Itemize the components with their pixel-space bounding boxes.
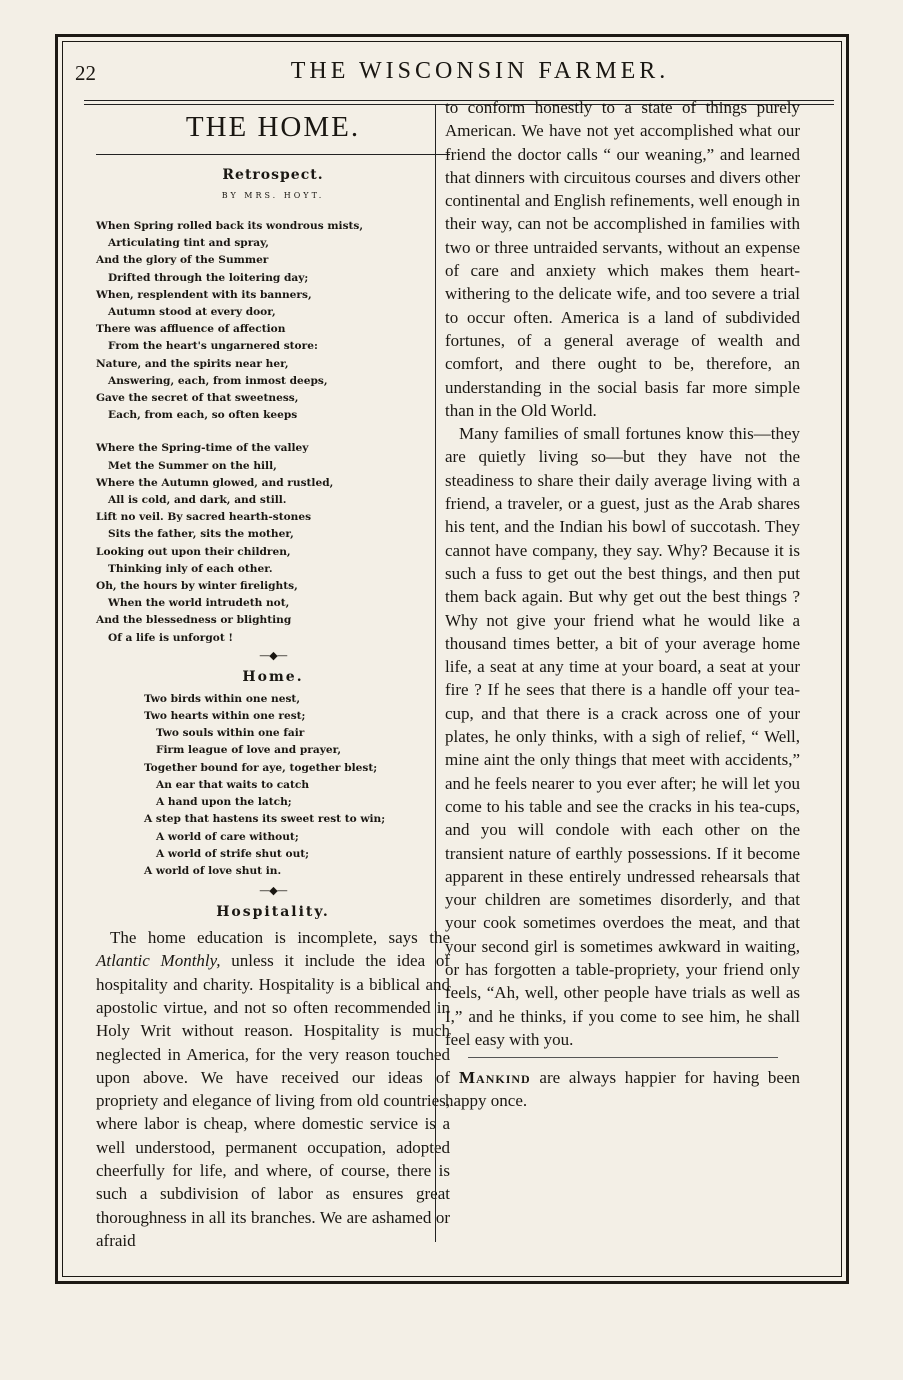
verse-line: A world of love shut in.: [144, 864, 282, 877]
verse-line: And the blessedness or blighting: [96, 614, 292, 627]
verse-line: A step that hastens its sweet rest to win;: [144, 813, 386, 826]
verse-line: When, resplendent with its banners,: [96, 288, 312, 301]
left-column: [96, 108, 450, 1252]
section-separator-ornament: —◆—: [259, 884, 287, 898]
verse-line: Met the Summer on the hill,: [108, 459, 277, 472]
hospitality-paragraph-2: Many families of small fortunes know this—they are quietly living so—but they have not the steadiness to share their daily average living with a friend, a traveler, or a guest, just as the Arab shares his tent, and the Indian his bowl of succotash. They cannot have company, they say. Why? Because it is such a fuss to get out the best things, and then put them back again. But why get out the best things ? Why not give your friend what he would like a thousand times better, a bit of your average home life, a seat at any time at your board, a seat at your fire ? If he sees that there is a handle off your tea-cup, and that there is a crack across one of your plates, he only thinks, with a sigh of relief, “ Well, mine aint the only things that meet with accidents,” and he feels nearer to you ever after; he will let you come to his table and see the cracks in his tea-cups, and you will condole with each other on the transient nature of earthly possessions. If it become apparent in these entirely undressed rehearsals that your children are sometimes disorderly, and that your cook sometimes overdoes the meat, and that your second girl is sometimes awkward in waiting, or has forgotten a table-propriety, your friend only feels, “Ah, well, other people have trials as well as I,” and he thinks, if you come to see him, he shall feel easy with you.: [445, 424, 800, 1049]
verse-line: A hand upon the latch;: [156, 796, 292, 809]
journal-title: THE WISCONSIN FARMER.: [290, 58, 670, 84]
retrospect-stanza-2: [96, 440, 450, 646]
verse-line: Firm league of love and prayer,: [156, 744, 342, 757]
verse-line: Lift no veil. By sacred hearth-stones: [96, 511, 312, 524]
poem-byline: BY MRS. HOYT.: [221, 191, 325, 200]
hospitality-paragraph-1: [96, 926, 450, 1252]
verse-line: Thinking inly of each other.: [108, 562, 273, 575]
verse-line: There was affluence of affection: [96, 323, 286, 336]
closing-lead-word: Mankind: [459, 1068, 531, 1088]
verse-line: When the world intrudeth not,: [108, 597, 290, 610]
verse-line: Nature, and the spirits near her,: [96, 357, 289, 370]
running-head: [70, 58, 830, 98]
closing-rule: [468, 1057, 778, 1066]
hospitality-paragraph-1-continued: to conform honestly to a state of things purely American. We have not yet accomplished what our friend the doctor calls “ our weaning,” and learned that dinners with circuitous courses and divers other continental and English refinements, well enough in their way, can not be accomplished in families with two or three untraided servants, without an expense of care and anxiety which makes them heart-withering to the delicate wife, and too severe a trial to occur often. America is a land of subdivided fortunes, of a general average of wealth and comfort, and there ought to be, therefore, an understanding in the social basis far more simple than in the Old World.: [445, 98, 800, 420]
verse-line: Each, from each, so often keeps: [108, 409, 298, 422]
verse-line: Gave the secret of that sweetness,: [96, 392, 299, 405]
verse-line: All is cold, and dark, and still.: [108, 494, 287, 507]
closing-maxim: [445, 1066, 800, 1113]
verse-line: A world of care without;: [156, 830, 299, 843]
verse-line: Where the Autumn glowed, and rustled,: [96, 476, 334, 489]
verse-line: Autumn stood at every door,: [108, 306, 276, 319]
page-number: 22: [75, 61, 96, 85]
paragraph-text: The home education is incomplete, says the: [110, 928, 450, 948]
verse-line: Sits the father, sits the mother,: [108, 528, 294, 541]
verse-line: Looking out upon their children,: [96, 545, 291, 558]
verse-line: Answering, each, from inmost deeps,: [108, 374, 328, 387]
right-column: [445, 96, 800, 1113]
home-poem: [96, 691, 450, 880]
verse-line: Two hearts within one rest;: [144, 710, 306, 723]
verse-line: Two souls within one fair: [156, 727, 305, 740]
verse-line: Articulating tint and spray,: [108, 237, 269, 250]
verse-line: When Spring rolled back its wondrous mists,: [96, 220, 364, 232]
verse-line: Where the Spring-time of the valley: [96, 442, 309, 455]
verse-line: An ear that waits to catch: [156, 778, 310, 791]
publication-name: Atlantic Monthly,: [96, 951, 221, 971]
verse-line: Drifted through the loitering day;: [108, 271, 309, 284]
retrospect-stanza-1: [96, 218, 450, 424]
closing-text: are always happier for having been happy once.: [445, 1068, 801, 1111]
verse-line: From the heart's ungarnered store:: [108, 340, 318, 353]
poem-title-retrospect: Retrospect.: [222, 167, 324, 183]
article-title-hospitality: Hospitality.: [216, 904, 330, 921]
verse-line: Two birds within one nest,: [144, 692, 301, 705]
poem-title-home: Home.: [242, 668, 304, 685]
section-separator-ornament: —◆—: [259, 648, 287, 662]
verse-line: A world of strife shut out;: [156, 847, 310, 860]
verse-line: Together bound for aye, together blest;: [144, 761, 378, 774]
verse-line: Of a life is unforgot !: [108, 631, 234, 644]
verse-line: Oh, the hours by winter firelights,: [96, 580, 298, 593]
paragraph-text: unless it include the idea of hospitality and charity. Hospitality is a biblical and apostolic virtue, and not so often recommended in Holy Writ without reason. Hospitality is much neglected in America, for the very reason touched upon above. We have received our ideas of propriety and elegance of living from old countries, where labor is cheap, where domestic service is a well understood, permanent occupation, adopted cheerfully for life, and where, of course, there is such a subdivision of labor as ensures great thoroughness in all its branches. We are ashamed or afraid: [96, 951, 450, 1250]
section-title: THE HOME.: [96, 111, 450, 155]
verse-line: And the glory of the Summer: [96, 254, 269, 267]
